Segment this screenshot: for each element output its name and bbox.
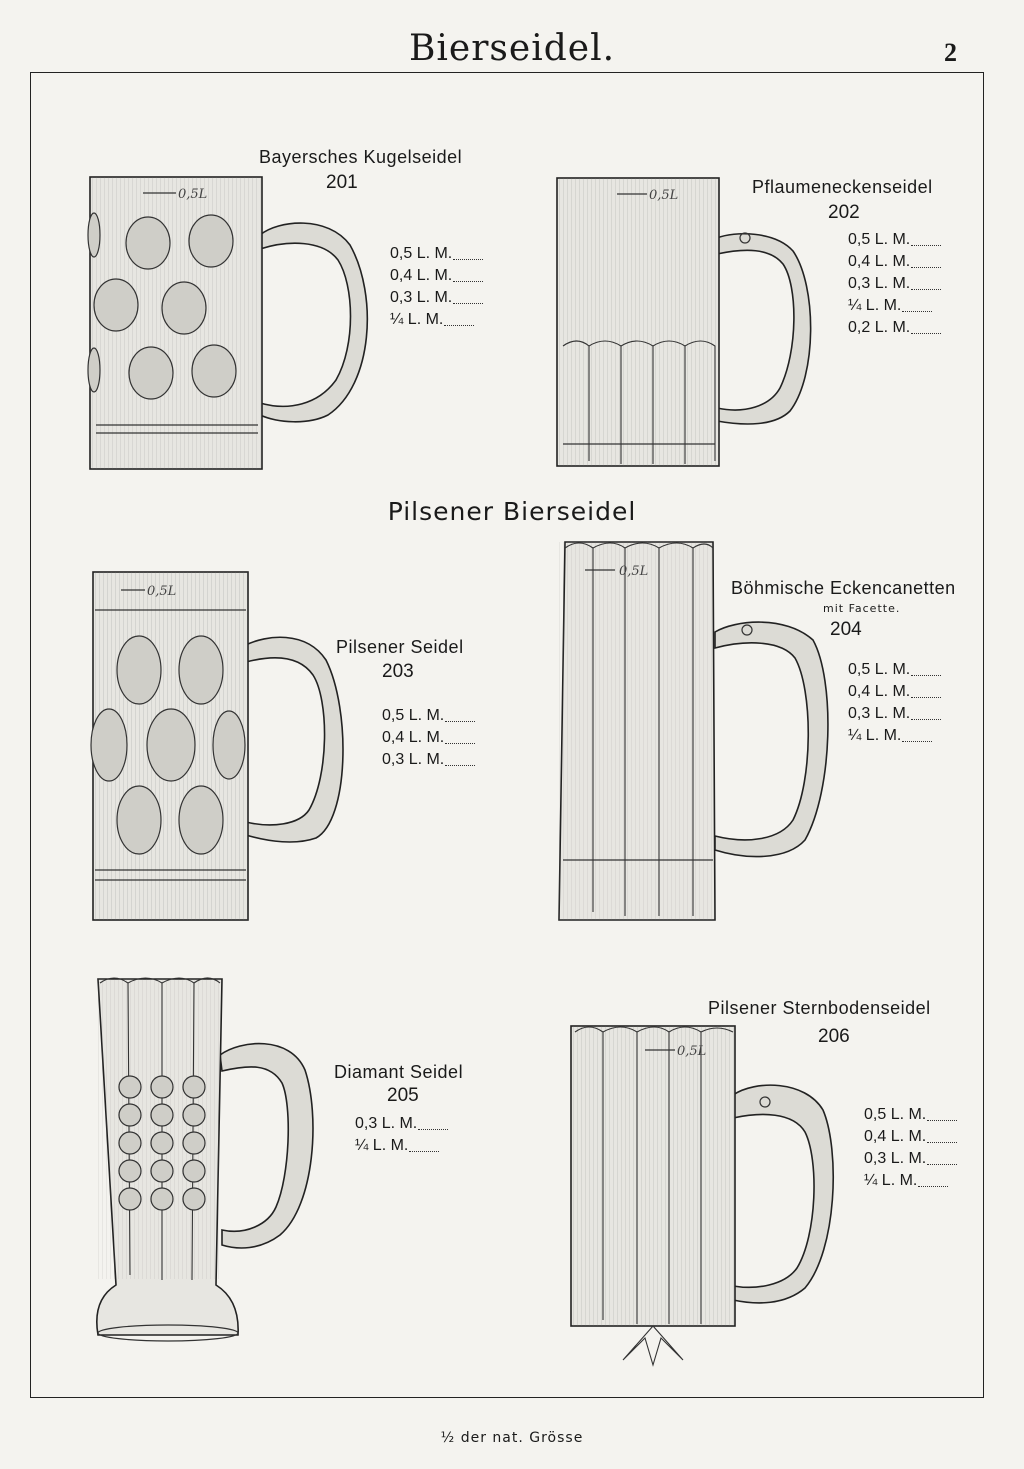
product-name-206: Pilsener Sternbodenseidel xyxy=(708,998,931,1018)
product-number-205: 205 xyxy=(387,1085,419,1106)
size-item: 0,4 L. M. xyxy=(390,265,483,287)
product-name-205: Diamant Seidel xyxy=(334,1062,464,1082)
size-item: ¼ L. M. xyxy=(390,309,483,331)
star-base-icon xyxy=(623,1326,683,1365)
size-item: 0,5 L. M. xyxy=(390,243,483,265)
size-item: ¼ L. M. xyxy=(848,295,941,317)
section-title: Pilsener Bierseidel xyxy=(387,497,637,526)
size-item: 0,4 L. M. xyxy=(864,1126,957,1148)
footer-scale-note: ½ der nat. Grösse xyxy=(440,1430,584,1446)
product-number-202: 202 xyxy=(828,202,860,223)
page-number: 2 xyxy=(944,38,957,67)
size-list-205 xyxy=(355,1113,448,1157)
page-title: Bierseidel. xyxy=(408,28,616,69)
product-number-201: 201 xyxy=(326,172,358,193)
mug-illustration-206 xyxy=(565,1020,845,1370)
size-item: 0,4 L. M. xyxy=(848,251,941,273)
product-name-201: Bayersches Kugelseidel xyxy=(259,147,463,167)
product-number-203: 203 xyxy=(382,661,414,682)
size-item: ¼ L. M. xyxy=(848,725,941,747)
product-number-206: 206 xyxy=(818,1026,850,1047)
mug-illustration-203 xyxy=(91,570,361,925)
size-item: ¼ L. M. xyxy=(864,1170,957,1192)
product-name-204: Böhmische Eckencanetten xyxy=(731,578,956,598)
product-number-204: 204 xyxy=(830,619,862,640)
gauge-mark-201: 0,5L xyxy=(178,187,208,202)
gauge-mark-204: 0,5L xyxy=(619,564,649,579)
size-item: 0,3 L. M. xyxy=(390,287,483,309)
mug-illustration-205 xyxy=(90,975,330,1345)
size-item: 0,2 L. M. xyxy=(848,317,941,339)
size-item: 0,3 L. M. xyxy=(848,703,941,725)
size-item: 0,5 L. M. xyxy=(848,659,941,681)
size-item: 0,4 L. M. xyxy=(848,681,941,703)
product-name-202: Pflaumeneckenseidel xyxy=(752,177,933,197)
size-list-204 xyxy=(848,659,941,747)
gauge-mark-202: 0,5L xyxy=(649,188,679,203)
size-list-203 xyxy=(382,705,475,771)
size-item: 0,5 L. M. xyxy=(382,705,475,727)
size-item: 0,3 L. M. xyxy=(848,273,941,295)
size-item: 0,3 L. M. xyxy=(864,1148,957,1170)
product-name-203: Pilsener Seidel xyxy=(336,637,464,657)
mug-illustration-202 xyxy=(555,176,825,471)
size-item: 0,5 L. M. xyxy=(848,229,941,251)
size-list-202 xyxy=(848,229,941,339)
diamond-pattern xyxy=(119,1076,205,1210)
size-item: 0,4 L. M. xyxy=(382,727,475,749)
gauge-mark-206: 0,5L xyxy=(677,1044,707,1059)
size-item: ¼ L. M. xyxy=(355,1135,448,1157)
size-item: 0,3 L. M. xyxy=(355,1113,448,1135)
mug-illustration-201 xyxy=(88,175,378,475)
product-subtitle-204: mit Facette. xyxy=(823,602,901,615)
size-list-201 xyxy=(390,243,483,331)
size-item: 0,3 L. M. xyxy=(382,749,475,771)
size-item: 0,5 L. M. xyxy=(864,1104,957,1126)
size-list-206 xyxy=(864,1104,957,1192)
gauge-mark-203: 0,5L xyxy=(147,584,177,599)
